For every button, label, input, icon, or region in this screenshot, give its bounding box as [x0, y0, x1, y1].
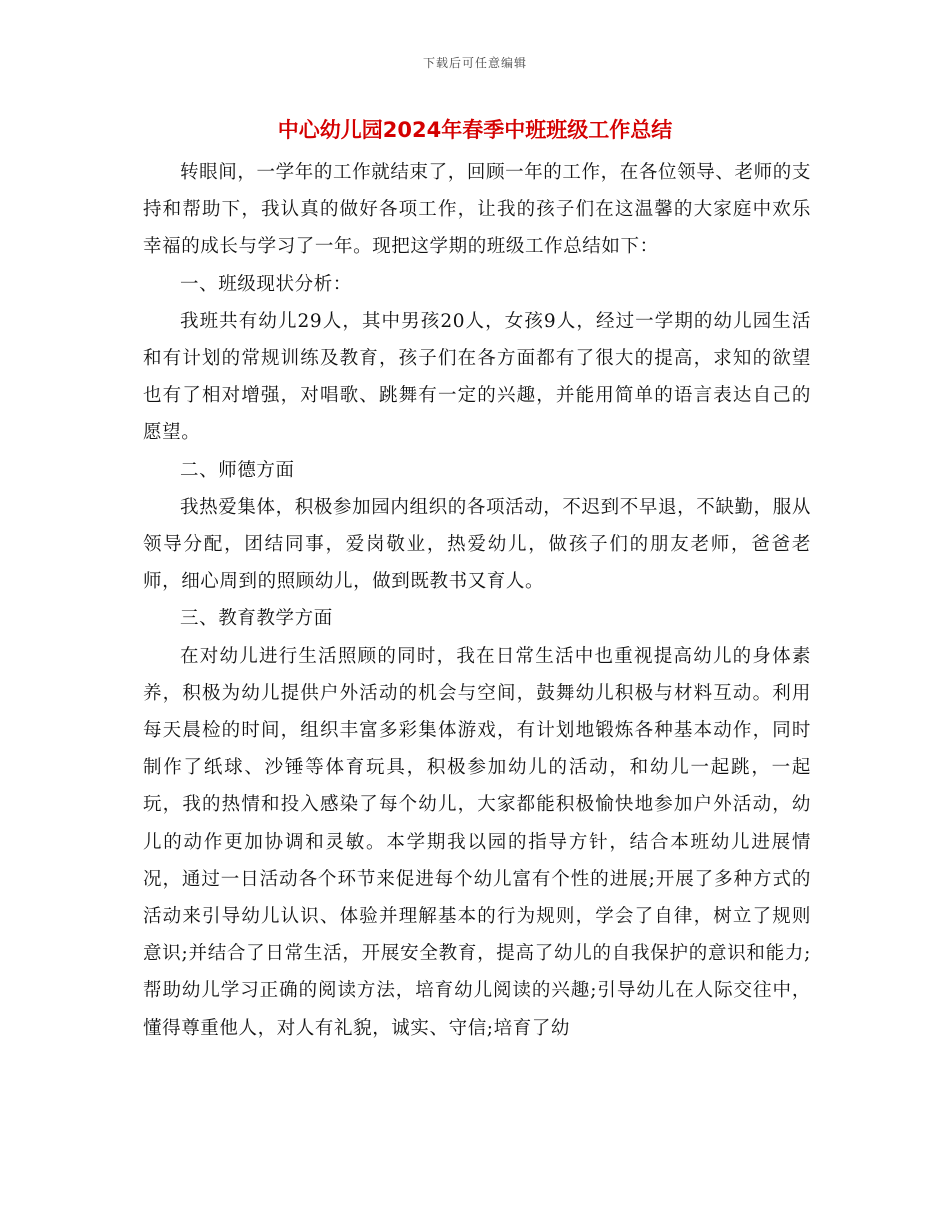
page-header: 下载后可任意编辑	[422, 56, 527, 70]
section-heading-3: 三、教育教学方面	[180, 608, 333, 630]
section-heading-1: 一、班级现状分析：	[180, 273, 352, 295]
document-title: 中心幼儿园2024年春季中班班级工作总结	[277, 118, 673, 142]
paragraph-teacher-ethics: 我热爱集体，积极参加园内组织的各项活动，不迟到不早退，不缺勤，服从领导分配，团结同事，爱岗敬业，热爱幼儿，做孩子们的朋友老师，爸爸老师，细心周到的照顾幼儿，做到既教书又育人。	[143, 496, 811, 593]
section-heading-2: 二、师德方面	[180, 459, 295, 481]
paragraph-teaching: 在对幼儿进行生活照顾的同时，我在日常生活中也重视提高幼儿的身体素养，积极为幼儿提供户外活动的机会与空间，鼓舞幼儿积极与材料互动。利用每天晨检的时间，组织丰富多彩集体游戏，有计划地锻炼各种基本动作，同时制作了纸球、沙锤等体育玩具，积极参加幼儿的活动，和幼儿一起跳，一起玩，我的热情和投入感染了每个幼儿，大家都能积极愉快地参加户外活动，幼儿的动作更加协调和灵敏。本学期我以园的指导方针，结合本班幼儿进展情况，通过一日活动各个环节来促进每个幼儿富有个性的进展;开展了多种方式的活动来引导幼儿认识、体验并理解基本的行为规则，学会了自律，树立了规则意识;并结合了日常生活，开展安全教育，提高了幼儿的自我保护的意识和能力;帮助幼儿学习正确的阅读方法，培育幼儿阅读的兴趣;引导幼儿在人际交往中，懂得尊重他人，对人有礼貌，诚实、守信;培育了幼	[143, 645, 811, 1039]
paragraph-intro: 转眼间，一学年的工作就结束了，回顾一年的工作，在各位领导、老师的支持和帮助下，我认真的做好各项工作，让我的孩子们在这温馨的大家庭中欢乐幸福的成长与学习了一年。现把这学期的班级工作总结如下：	[143, 162, 811, 258]
paragraph-class-status: 我班共有幼儿29人，其中男孩20人，女孩9人，经过一学期的幼儿园生活和有计划的常规训练及教育，孩子们在各方面都有了很大的提高，求知的欲望也有了相对增强，对唱歌、跳舞有一定的兴趣，并能用简单的语言表达自己的愿望。	[143, 310, 811, 444]
document-body	[143, 154, 811, 1047]
